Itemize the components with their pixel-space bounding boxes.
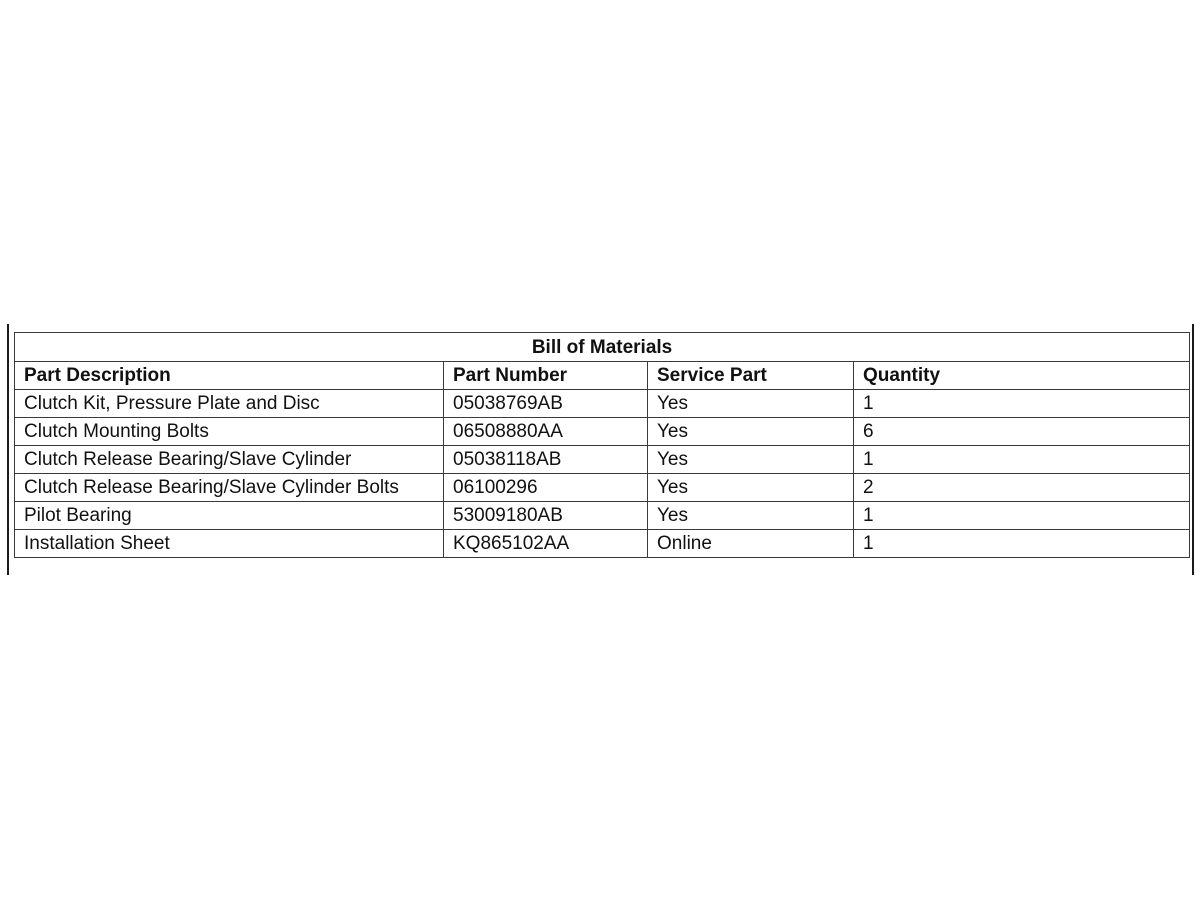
table-row [15,418,1190,446]
part-description-cell: Clutch Mounting Bolts [15,418,444,446]
header-row [15,362,1190,390]
part-number-cell: 06508880AA [444,418,648,446]
part-description-cell: Clutch Kit, Pressure Plate and Disc [15,390,444,418]
service-part-cell: Yes [648,390,854,418]
service-part-cell: Yes [648,474,854,502]
service-part-cell: Yes [648,446,854,474]
header-part-number: Part Number [444,362,648,390]
service-part-cell: Yes [648,502,854,530]
part-number-cell: 06100296 [444,474,648,502]
bill-of-materials-table [14,332,1190,558]
quantity-cell: 6 [854,418,1190,446]
part-number-cell: 05038769AB [444,390,648,418]
quantity-cell: 2 [854,474,1190,502]
service-part-cell: Online [648,530,854,558]
header-quantity: Quantity [854,362,1190,390]
left-margin-rule [7,324,9,575]
table-title: Bill of Materials [15,333,1190,362]
part-number-cell: 53009180AB [444,502,648,530]
quantity-cell: 1 [854,502,1190,530]
table-row [15,530,1190,558]
table-row [15,502,1190,530]
quantity-cell: 1 [854,446,1190,474]
table-row [15,446,1190,474]
header-service-part: Service Part [648,362,854,390]
quantity-cell: 1 [854,530,1190,558]
right-margin-rule [1192,324,1194,575]
table-row [15,390,1190,418]
part-description-cell: Clutch Release Bearing/Slave Cylinder Bolts [15,474,444,502]
header-part-description: Part Description [15,362,444,390]
table-row [15,474,1190,502]
part-description-cell: Installation Sheet [15,530,444,558]
part-description-cell: Clutch Release Bearing/Slave Cylinder [15,446,444,474]
part-number-cell: KQ865102AA [444,530,648,558]
quantity-cell: 1 [854,390,1190,418]
part-number-cell: 05038118AB [444,446,648,474]
service-part-cell: Yes [648,418,854,446]
part-description-cell: Pilot Bearing [15,502,444,530]
